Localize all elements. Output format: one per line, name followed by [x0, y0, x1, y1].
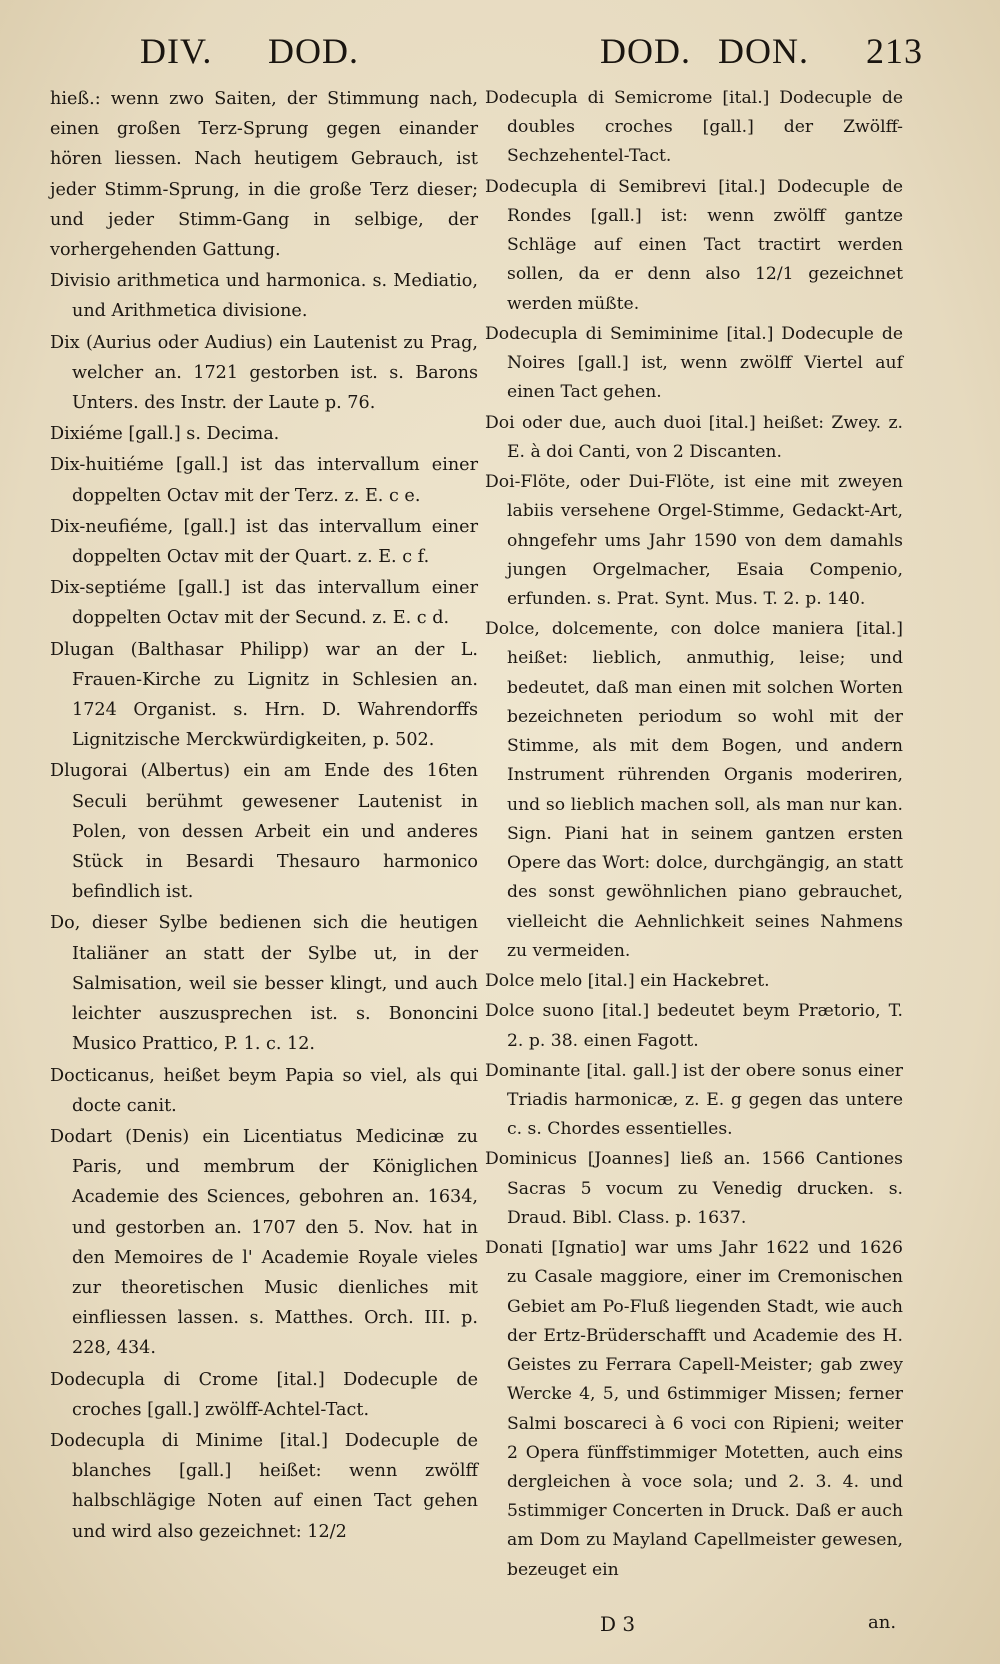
dictionary-entry: Dlugan (Balthasar Philipp) war an der L. Frauen-Kirche zu Lignitz in Schlesien an. 1724 Organist. s. Hrn. D. Wahrendorffs Lignitzische Merckwürdigkeiten, p. 502.: [50, 639, 478, 751]
dictionary-entry: Dodecupla di Semicrome [ital.] Dodecuple de doubles croches [gall.] der Zwölff-Sechzehentel-Tact.: [485, 88, 903, 167]
dictionary-entry: Donati [Ignatio] war ums Jahr 1622 und 1626 zu Casale maggiore, einer im Cremonischen Gebiet am Po-Fluß liegenden Stadt, wie auch der Ertz-Brüderschafft und Academie des H. Geistes zu Ferrara Capell-Meister; gab zwey Wercke 4, 5, und 6stimmiger Missen; ferner Salmi boscareci à 6 voci con Ripieni; weiter 2 Opera fünffstimmiger Motetten, auch eins dergleichen à voce sola; und 2. 3. 4. und 5stimmiger Concerten in Druck. Daß er auch am Dom zu Mayland Capellmeister gewesen, bezeuget ein: [485, 1238, 903, 1580]
dictionary-entry: Dodart (Denis) ein Licentiatus Medicinæ zu Paris, und membrum der Königlichen Academie des Sciences, gebohren an. 1634, und gestorben an. 1707 den 5. Nov. hat in den Memoires de l' Academie Royale vieles zur theoretischen Music dienliches mit einfliessen lassen. s. Matthes. Orch. III. p. 228, 434.: [50, 1126, 478, 1359]
dictionary-entry: Dix (Aurius oder Audius) ein Lautenist zu Prag, welcher an. 1721 gestorben ist. s. Barons Unters. des Instr. der Laute p. 76.: [50, 332, 478, 414]
dictionary-entry: Dodecupla di Crome [ital.] Dodecuple de croches [gall.] zwölff-Achtel-Tact.: [50, 1369, 478, 1420]
dictionary-entry: Divisio arithmetica und harmonica. s. Mediatio, und Arithmetica divisione.: [50, 271, 478, 322]
dictionary-entry: Dixiéme [gall.] s. Decima.: [50, 424, 280, 445]
signature-mark: D 3: [600, 1612, 636, 1636]
dictionary-entry: Doi oder due, auch duoi [ital.] heißet: Zwey. z. E. à doi Canti, von 2 Discanten.: [485, 412, 903, 462]
dictionary-entry: Dodecupla di Minime [ital.] Dodecuple de blanches [gall.] heißet: wenn zwölff halbschlägige Noten auf einen Tact gehen und wird also gezeichnet: 12/2: [50, 1430, 478, 1542]
dictionary-entry: Do, dieser Sylbe bedienen sich die heutigen Italiäner an statt der Sylbe ut, in der Salmisation, weil sie besser klingt, und auch leichter auszusprechen ist. s. Bononcini Musico Prattico, P. 1. c. 12.: [50, 913, 478, 1055]
dictionary-entry: Dix-huitiéme [gall.] ist das intervallum einer doppelten Octav mit der Terz. z. E. c e.: [50, 455, 478, 506]
page-number: 213: [866, 31, 923, 71]
dictionary-entry: Dominicus [Joannes] ließ an. 1566 Cantiones Sacras 5 vocum zu Venedig drucken. s. Draud. Bibl. Class. p. 1637.: [485, 1149, 903, 1228]
header-left-second: DOD.: [268, 31, 359, 71]
dictionary-entry: Docticanus, heißet beym Papia so viel, als qui docte canit.: [50, 1065, 478, 1116]
dictionary-entry: Dolce suono [ital.] bedeutet beym Prætorio, T. 2. p. 38. einen Fagott.: [485, 1001, 903, 1051]
header-right-second: DON.: [718, 31, 809, 71]
dictionary-entry: hieß.: wenn zwo Saiten, der Stimmung nach, einen großen Terz-Sprung gegen einander hören liessen. Nach heutigem Gebrauch, ist jeder Stimm-Sprung, in die große Terz dieser; und jeder Stimm-Gang in selbige, der vorhergehenden Gattung.: [50, 89, 478, 261]
catchword: an.: [868, 1612, 897, 1633]
running-header: [0, 22, 1000, 78]
dictionary-entry: Dodecupla di Semiminime [ital.] Dodecuple de Noires [gall.] ist, wenn zwölff Viertel auf einen Tact gehen.: [485, 323, 903, 403]
header-right-first: DOD.: [600, 31, 691, 71]
dictionary-entry: Dix-septiéme [gall.] ist das intervallum einer doppelten Octav mit der Secund. z. E. c d.: [50, 578, 478, 629]
dictionary-entry: Dix-neufiéme, [gall.] ist das intervallum einer doppelten Octav mit der Quart. z. E. c f.: [50, 516, 478, 568]
right-column: [485, 84, 903, 1586]
left-column: [50, 84, 478, 1548]
dictionary-entry: Dodecupla di Semibrevi [ital.] Dodecuple de Rondes [gall.] ist: wenn zwölff gantze Schläge auf einen Tact tractirt werden sollen, da er denn also 12/1 gezeichnet werden müßte.: [485, 176, 903, 314]
dictionary-entry: Dolce, dolcemente, con dolce maniera [ital.] heißet: lieblich, anmuthig, leise; und bedeutet, daß man einen mit solchen Worten bezeichneten periodum so wohl mit der Stimme, als mit dem Bogen, und andern Instrument rührenden Organis moderiren, und so lieblich machen soll, als man nur kan. Sign. Piani hat in seinem gantzen ersten Opere das Wort: dolce, durchgängig, an statt des sonst gewöhnlichen piano gebrauchet, vielleicht die Aehnlichkeit seines Nahmens zu vermeiden.: [485, 619, 903, 961]
dictionary-entry: Doi-Flöte, oder Dui-Flöte, ist eine mit zweyen labiis versehene Orgel-Stimme, Gedackt-Art, ohngefehr ums Jahr 1590 von dem damahls jungen Orgelmacher, Esaia Compenio, erfunden. s. Prat. Synt. Mus. T. 2. p. 140.: [485, 472, 903, 609]
header-left-first: DIV.: [140, 31, 213, 71]
dictionary-entry: Dolce melo [ital.] ein Hackebret.: [485, 971, 770, 992]
dictionary-entry: Dlugorai (Albertus) ein am Ende des 16ten Seculi berühmt gewesener Lautenist in Polen, von dessen Arbeit ein und anderes Stück in Besardi Thesauro harmonico befindlich ist.: [50, 761, 478, 903]
dictionary-entry: Dominante [ital. gall.] ist der obere sonus einer Triadis harmonicæ, z. E. g gegen das untere c. s. Chordes essentielles.: [485, 1060, 903, 1140]
